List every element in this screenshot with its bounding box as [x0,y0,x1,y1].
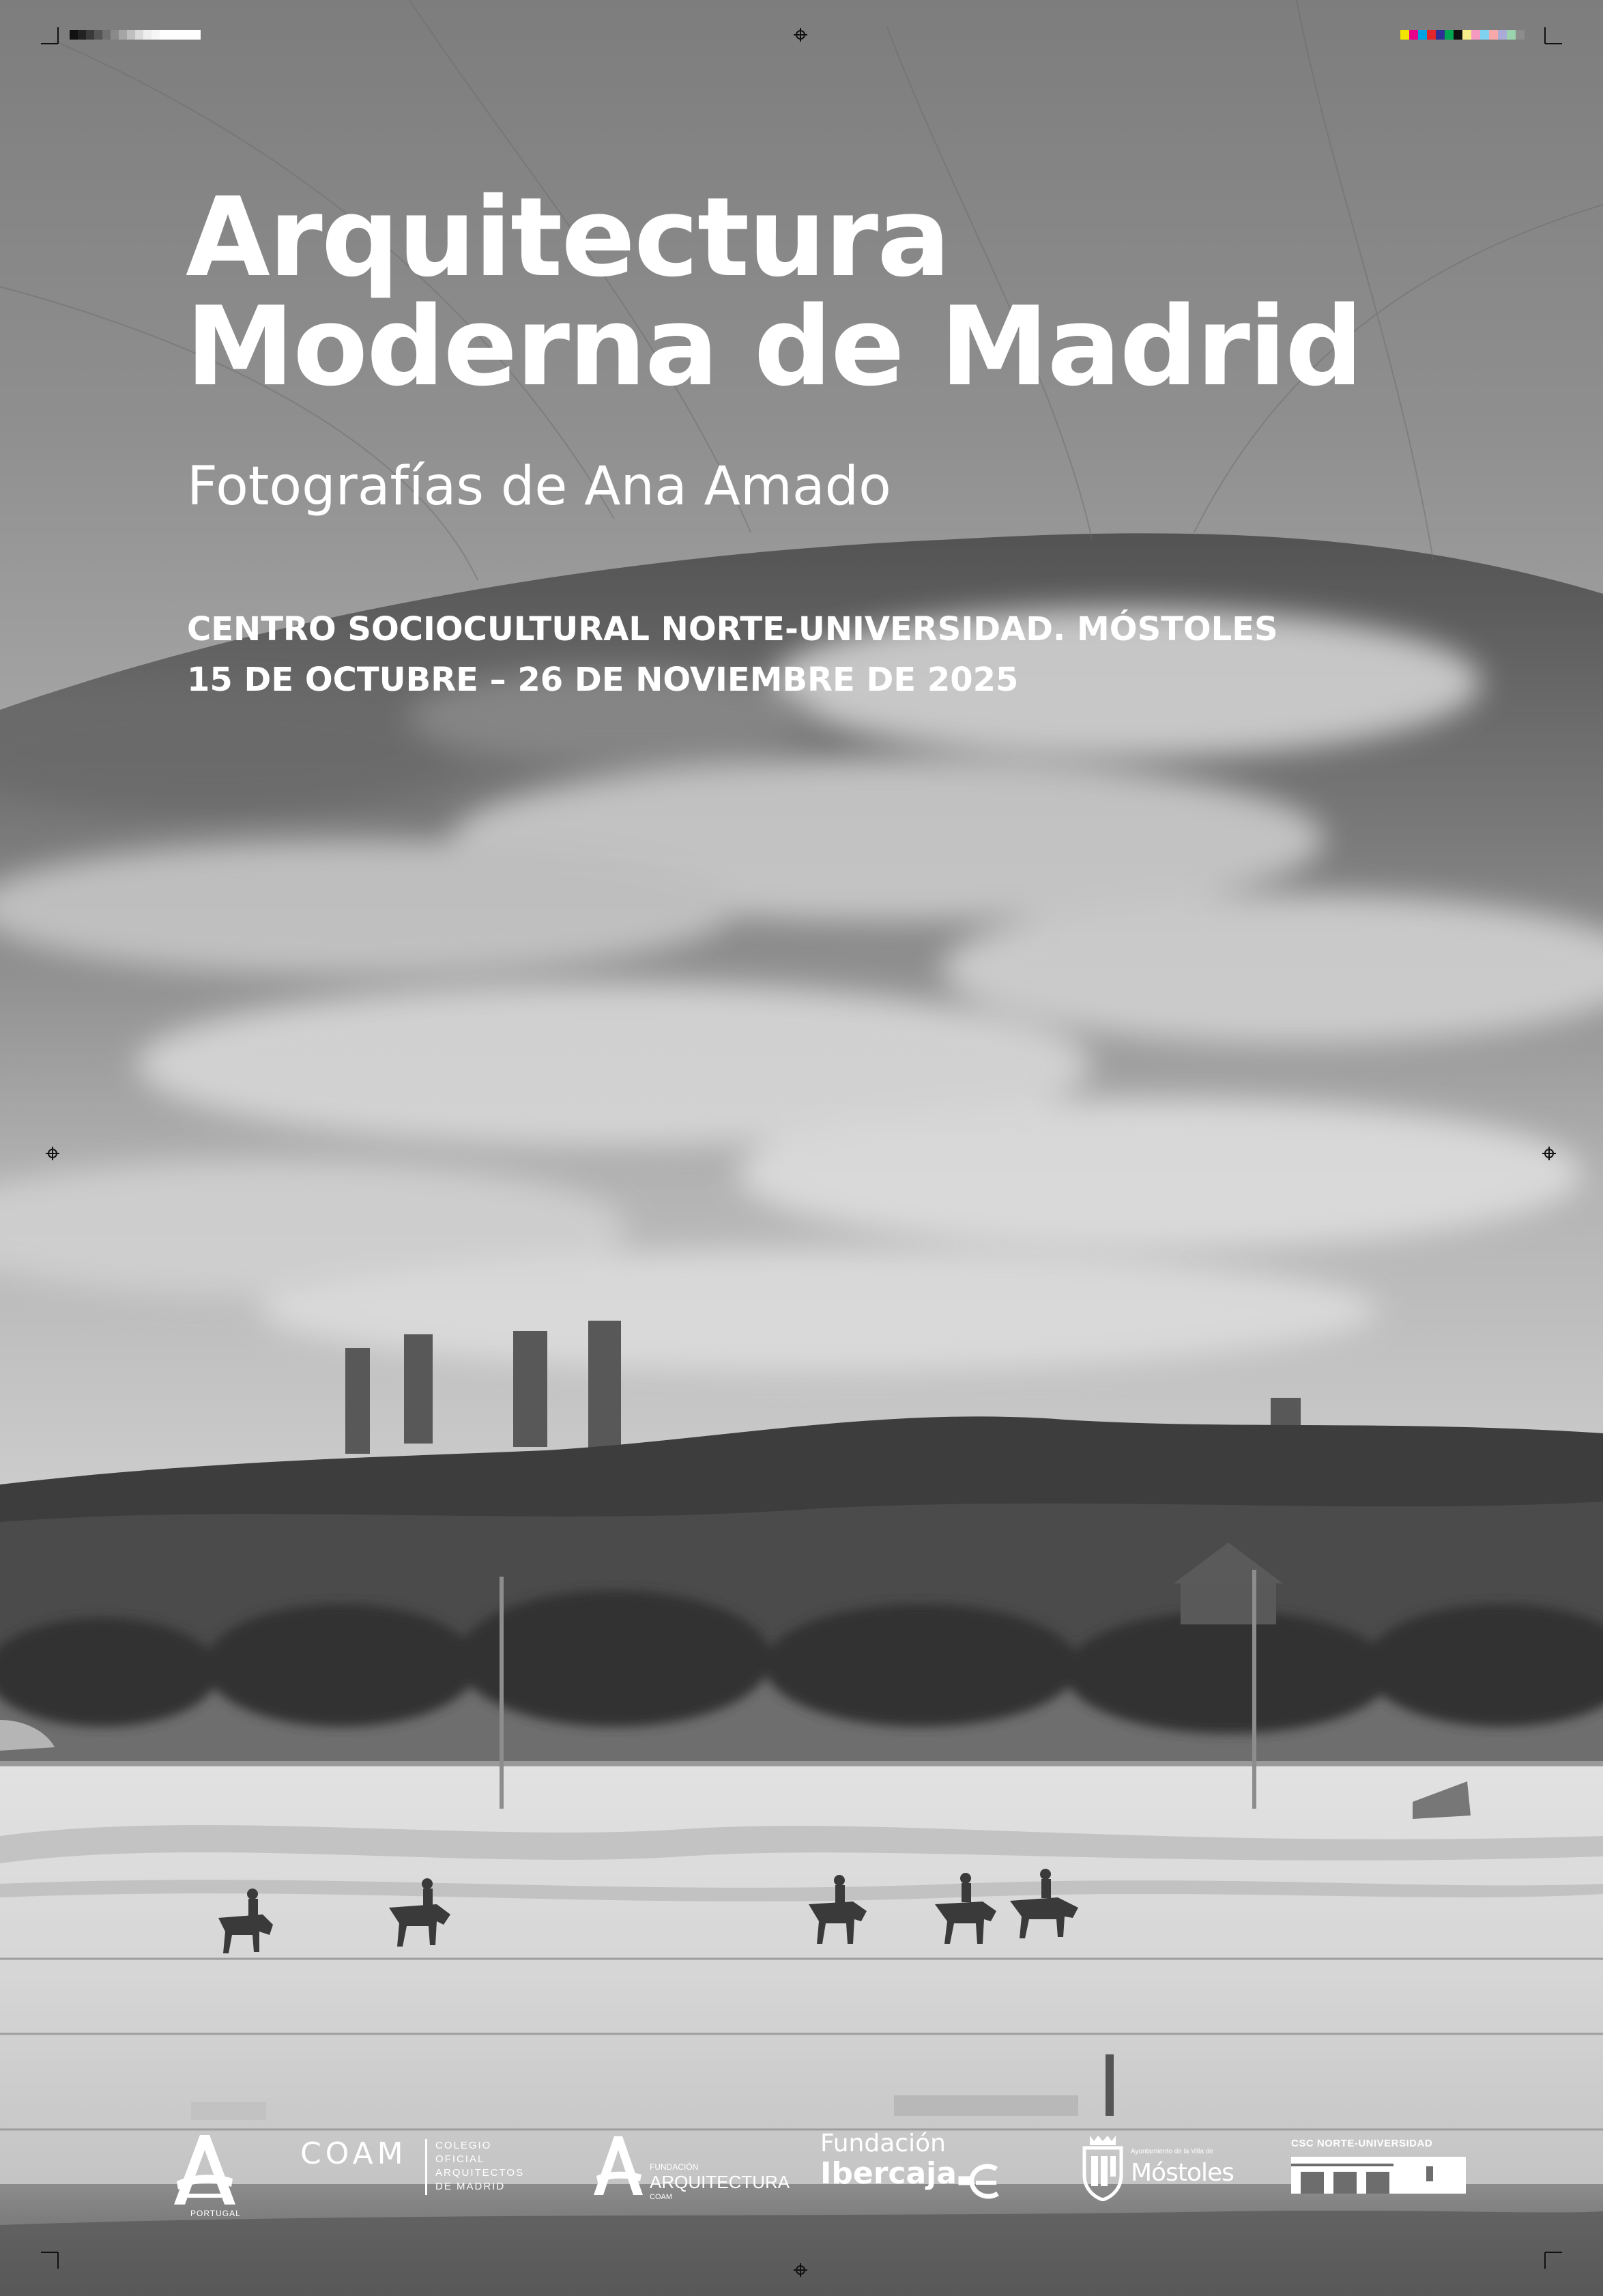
exhibition-title [186,173,1362,410]
exhibition-dates: 15 DE OCTUBRE – 26 DE NOVIEMBRE DE 2025 [187,661,1019,699]
mostoles-name: Móstoles [1131,2159,1234,2187]
fundacion-small-label: FUNDACIÓN [650,2162,699,2172]
ibercaja-line-1: Fundación [820,2129,946,2157]
fundacion-coam-label: COAM [650,2193,672,2201]
fundacion-ibercaja-logo [820,2129,1018,2205]
ibercaja-line-2: Ibercaja [820,2156,957,2191]
title-line-1: Arquitectura [186,173,950,301]
arquitectura-a-icon [591,2132,646,2197]
coam-full-name: COLEGIO OFICIAL ARQUITECTOS DE MADRID [435,2140,525,2192]
csc-name: CSC NORTE-UNIVERSIDAD [1291,2138,1433,2149]
mostoles-crest-icon [1080,2133,1125,2201]
fundacion-arquitectura-logo [591,2132,790,2207]
venue-info [187,604,1278,705]
portugal-logo [167,2129,242,2218]
csc-building-icon [1291,2151,1469,2195]
title-line-2: Moderna de Madrid [186,283,1362,410]
exhibition-subtitle: Fotografías de Ana Amado [187,456,891,517]
coam-separator [425,2139,427,2195]
coam-logo [300,2138,532,2206]
ibercaja-euro-icon [958,2162,1013,2203]
coam-name: COAM [300,2136,407,2171]
mostoles-small-label: Ayuntamiento de la Villa de [1131,2148,1213,2155]
ayuntamiento-mostoles-logo [1080,2133,1244,2208]
venue-place: CENTRO SOCIOCULTURAL NORTE-UNIVERSIDAD. MÓSTOLES [187,610,1278,648]
fundacion-name: ARQUITECTURA [650,2172,790,2192]
sponsor-logos [0,2116,1603,2225]
csc-norte-universidad-logo [1291,2138,1469,2206]
arquitectura-a-icon [167,2129,242,2208]
portugal-label: PORTUGAL [190,2209,241,2218]
